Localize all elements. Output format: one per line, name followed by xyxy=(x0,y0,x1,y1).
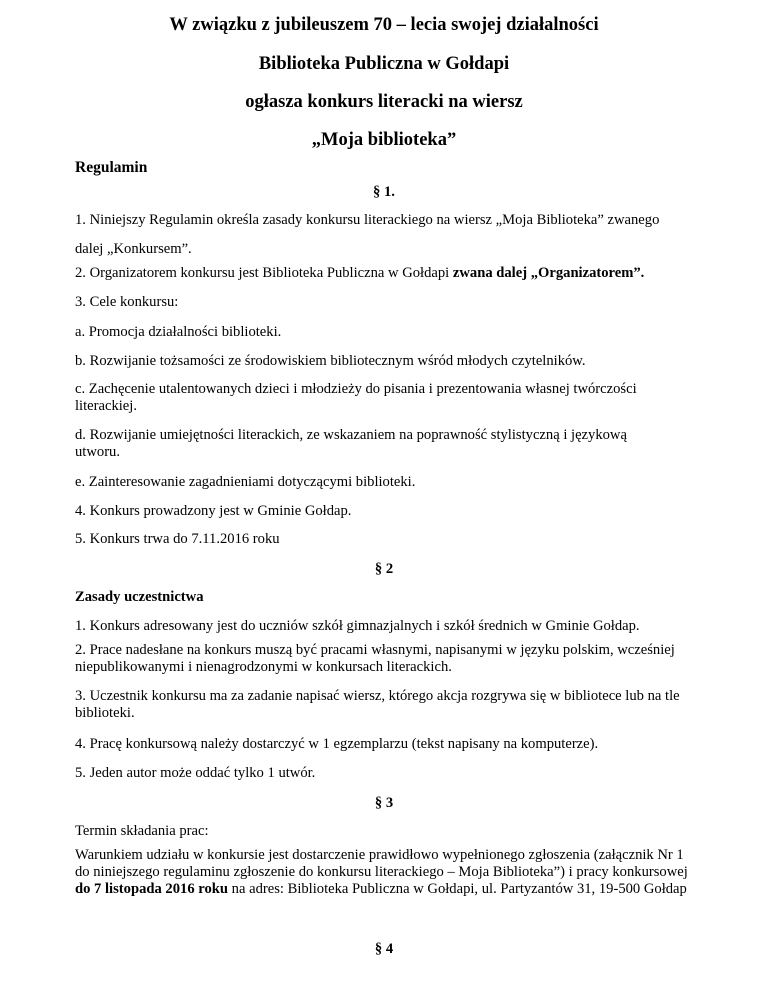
header-line-3: ogłasza konkurs literacki na wiersz xyxy=(245,92,523,112)
s3-p1-part1: Warunkiem udziału w konkursie jest dostarczenie prawidłowo wypełnionego zgłoszenia (załącznik Nr 1 do niniejszego regulaminu zgłoszenie do konkursu literackiego – Moja Biblioteka”) i pracy konkursowej xyxy=(75,847,688,880)
section-1-mark: § 1. xyxy=(373,184,395,200)
s2-p5: 5. Jeden autor może oddać tylko 1 utwór. xyxy=(75,765,316,781)
section-4-mark: § 4 xyxy=(374,941,394,957)
s1-p1-line2: dalej „Konkursem”. xyxy=(75,241,192,257)
s1-p4: 4. Konkurs prowadzony jest w Gminie Gołdap. xyxy=(75,503,352,519)
s1-goal-b: b. Rozwijanie tożsamości ze środowiskiem bibliotecznym wśród młodych czytelników. xyxy=(75,353,586,369)
s1-p2 xyxy=(75,265,705,282)
section-2-mark: § 2 xyxy=(374,561,394,577)
s1-goal-d: d. Rozwijanie umiejętności literackich, ze wskazaniem na poprawność stylistyczną i językową utworu. xyxy=(75,427,627,460)
header-line-4: „Moja biblioteka” xyxy=(311,130,457,150)
s1-p2-text: 2. Organizatorem konkursu jest Biblioteka Publiczna w Gołdapi xyxy=(75,265,453,281)
s3-p1 xyxy=(75,847,700,898)
s2-p3: 3. Uczestnik konkursu ma za zadanie napisać wiersz, którego akcja rozgrywa się w bibliotece lub na tle biblioteki. xyxy=(75,688,680,721)
s1-goal-a: a. Promocja działalności biblioteki. xyxy=(75,324,282,340)
s3-p1-bold: do 7 listopada 2016 roku xyxy=(75,881,229,897)
s3-p1-part2: na adres: Biblioteka Publiczna w Gołdapi, ul. Partyzantów 31, 19-500 Gołdap xyxy=(228,881,687,897)
s1-goal-e: e. Zainteresowanie zagadnieniami dotyczącymi biblioteki. xyxy=(75,474,416,490)
section-2-heading: Zasady uczestnictwa xyxy=(75,589,204,605)
s1-p5: 5. Konkurs trwa do 7.11.2016 roku xyxy=(75,531,280,547)
header-line-2: Biblioteka Publiczna w Gołdapi xyxy=(258,54,510,74)
s1-p1-line1: 1. Niniejszy Regulamin określa zasady konkursu literackiego na wiersz „Moja Biblioteka” zwanego xyxy=(75,212,660,228)
s1-p3: 3. Cele konkursu: xyxy=(75,294,179,310)
s1-goal-c: c. Zachęcenie utalentowanych dzieci i młodzieży do pisania i prezentowania własnej twórczości literackiej. xyxy=(75,381,637,414)
header-line-1: W związku z jubileuszem 70 – lecia swojej działalności xyxy=(169,15,599,35)
s2-p2: 2. Prace nadesłane na konkurs muszą być pracami własnymi, napisanymi w języku polskim, wcześniej niepublikowanymi i nienagrodzonymi w konkursach literackich. xyxy=(75,642,675,675)
regulamin-heading: Regulamin xyxy=(75,159,148,176)
s2-p4: 4. Pracę konkursową należy dostarczyć w 1 egzemplarzu (tekst napisany na komputerze). xyxy=(75,736,599,752)
s1-p2-bold: zwana dalej „Organizatorem”. xyxy=(452,265,645,281)
section-3-mark: § 3 xyxy=(374,795,394,811)
s2-p1: 1. Konkurs adresowany jest do uczniów szkół gimnazjalnych i szkół średnich w Gminie Gołdap. xyxy=(75,618,640,634)
section-3-heading: Termin składania prac: xyxy=(75,823,209,839)
